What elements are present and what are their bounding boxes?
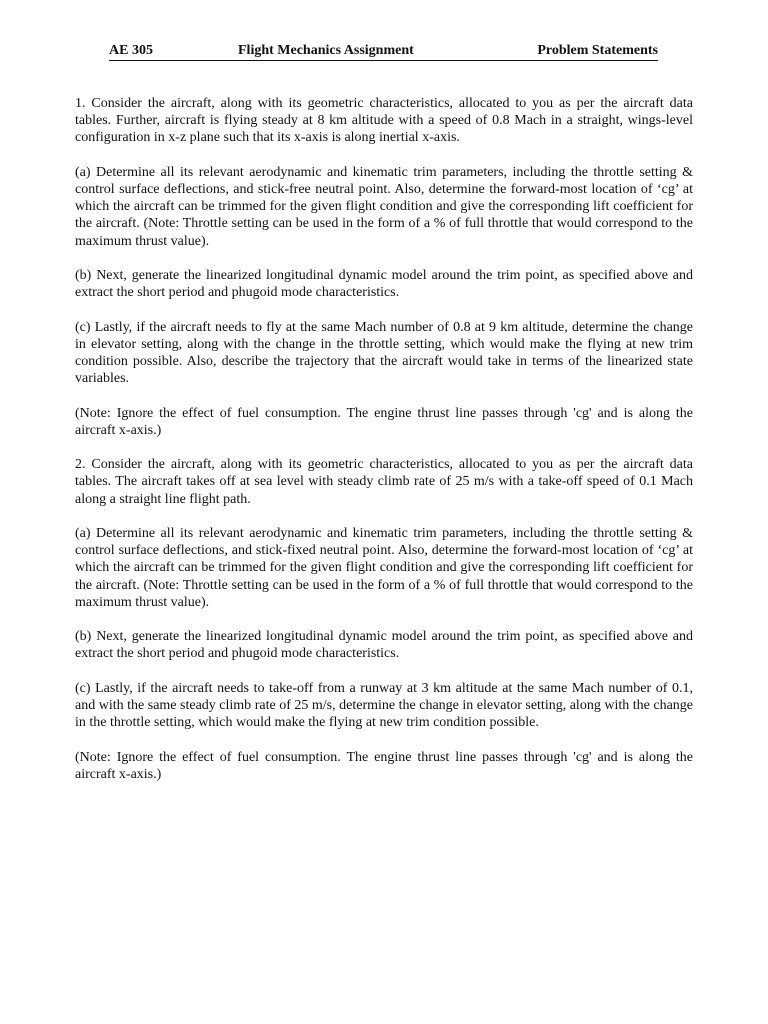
problem-2-note: (Note: Ignore the effect of fuel consumption. The engine thrust line passes through 'cg' and is along the aircraft x-axis.) [75, 749, 693, 782]
document-header [109, 43, 658, 63]
problem-2-part-a: (a) Determine all its relevant aerodynamic and kinematic trim parameters, including the throttle setting & control surface deflections, and stick-fixed neutral point. Also, determine the forward-most location of ‘cg’ at which the aircraft can be trimmed for the given flight condition and give the corresponding lift coefficient for the aircraft. (Note: Throttle setting can be used in the form of a % of full throttle that would correspond to the maximum thrust value). [75, 525, 693, 610]
problem-1-part-a: (a) Determine all its relevant aerodynamic and kinematic trim parameters, including the throttle setting & control surface deflections, and stick-free neutral point. Also, determine the forward-most location of ‘cg’ at which the aircraft can be trimmed for the given flight condition and give the corresponding lift coefficient for the aircraft. (Note: Throttle setting can be used in the form of a % of full throttle that would correspond to the maximum thrust value). [75, 164, 693, 249]
problem-2-part-b: (b) Next, generate the linearized longitudinal dynamic model around the trim point, as specified above and extract the short period and phugoid mode characteristics. [75, 629, 693, 662]
problem-1-note: (Note: Ignore the effect of fuel consumption. The engine thrust line passes through 'cg' and is along the aircraft x-axis.) [75, 405, 693, 438]
header-underline [109, 60, 658, 61]
problem-1-part-b: (b) Next, generate the linearized longitudinal dynamic model around the trim point, as specified above and extract the short period and phugoid mode characteristics. [75, 268, 693, 301]
document-title: Flight Mechanics Assignment [238, 43, 414, 58]
problem-1-part-c: (c) Lastly, if the aircraft needs to fly at the same Mach number of 0.8 at 9 km altitude, determine the change in elevator setting, along with the change in the throttle setting, which would make the flying at new trim condition possible. Also, describe the trajectory that the aircraft would take in terms of the linearized state variables. [75, 319, 693, 387]
problem-2-statement: 2. Consider the aircraft, along with its geometric characteristics, allocated to you as per the aircraft data tables. The aircraft takes off at sea level with steady climb rate of 25 m/s with a take-off speed of 0.1 Mach along a straight line flight path. [75, 457, 693, 507]
section-label: Problem Statements [537, 43, 658, 58]
course-code: AE 305 [109, 43, 153, 58]
document-body [75, 95, 693, 800]
problem-2-part-c: (c) Lastly, if the aircraft needs to take-off from a runway at 3 km altitude at the same Mach number of 0.1, and with the same steady climb rate of 25 m/s, determine the change in elevator setting, along with the change in the throttle setting, which would make the flying at new trim condition possible. [75, 680, 693, 731]
problem-1-statement: 1. Consider the aircraft, along with its geometric characteristics, allocated to you as per the aircraft data tables. Further, aircraft is flying steady at 8 km altitude with a speed of 0.8 Mach in a straight, wings-level configuration in x-z plane such that its x-axis is along inertial x-axis. [75, 96, 693, 146]
